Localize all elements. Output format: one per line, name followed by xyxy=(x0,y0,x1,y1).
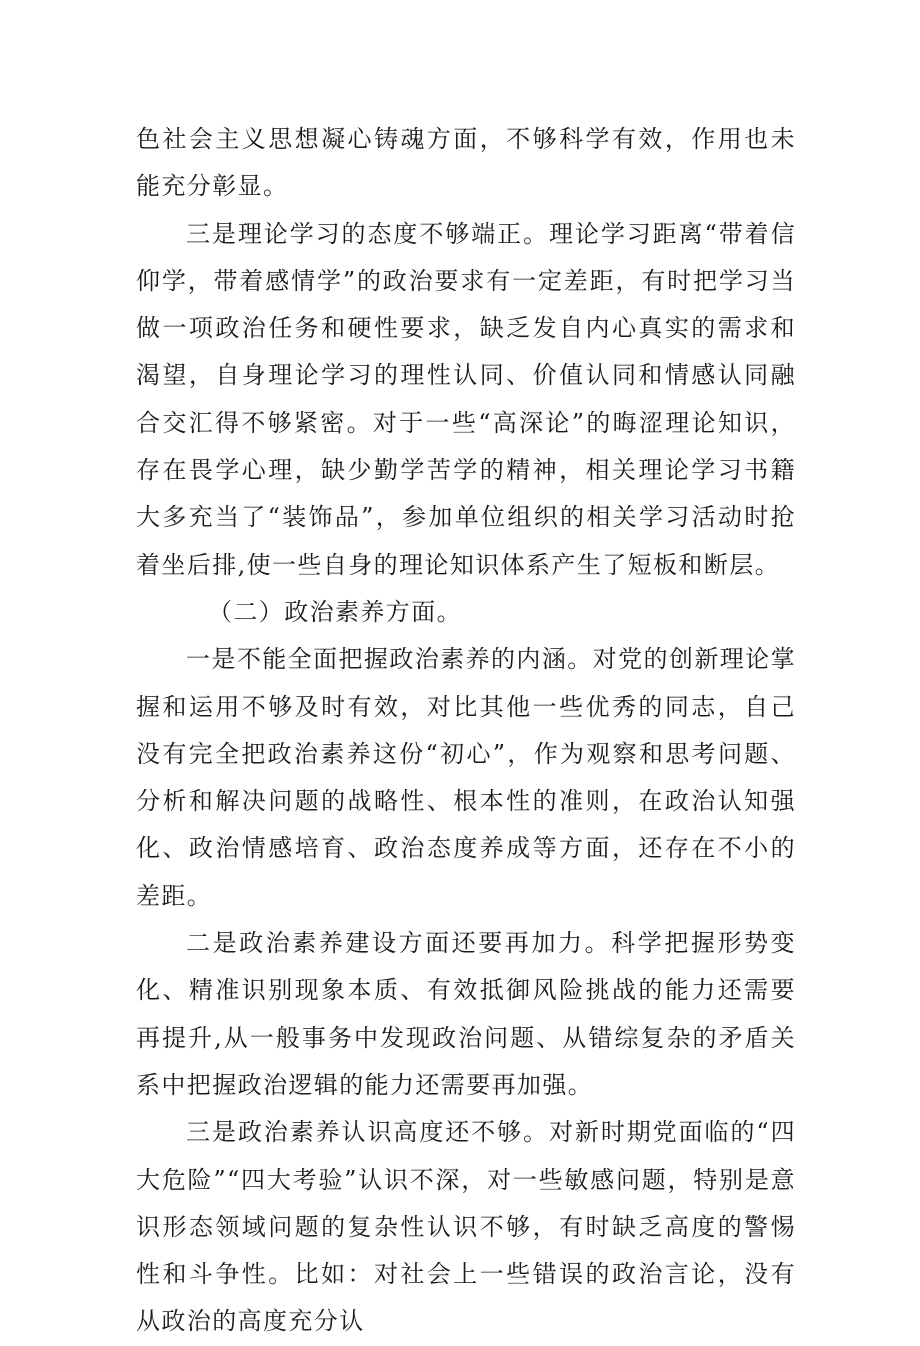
paragraph-continuation: 色社会主义思想凝心铸魂方面，不够科学有效，作用也未能充分彰显。 xyxy=(136,125,796,201)
document-body xyxy=(136,116,796,1346)
section-heading-political-literacy: （二）政治素养方面。 xyxy=(208,597,462,626)
paragraph-literacy-building: 二是政治素养建设方面还要再加力。科学把握形势变化、精准识别现象本质、有效抵御风险挑战的能力还需要再提升,从一般事务中发现政治问题、从错综复杂的矛盾关系中把握政治逻辑的能力还需要再加强。 xyxy=(136,929,796,1099)
paragraph-theory-attitude: 三是理论学习的态度不够端正。理论学习距离“带着信仰学，带着感情学”的政治要求有一定差距，有时把学习当做一项政治任务和硬性要求，缺乏发自内心真实的需求和渴望，自身理论学习的理性认同、价值认同和情感认同融合交汇得不够紧密。对于一些“高深论”的晦涩理论知识，存在畏学心理，缺少勤学苦学的精神，相关理论学习书籍大多充当了“装饰品”，参加单位组织的相关学习活动时抢着坐后排,使一些自身的理论知识体系产生了短板和断层。 xyxy=(136,219,796,579)
paragraph-literacy-awareness: 三是政治素养认识高度还不够。对新时期党面临的“四大危险”“四大考验”认识不深，对一些敏感问题，特别是意识形态领域问题的复杂性认识不够，有时缺乏高度的警惕性和斗争性。比如：对社会上一些错误的政治言论，没有从政治的高度充分认 xyxy=(136,1118,796,1336)
paragraph-literacy-connotation: 一是不能全面把握政治素养的内涵。对党的创新理论掌握和运用不够及时有效，对比其他一些优秀的同志，自己没有完全把政治素养这份“初心”，作为观察和思考问题、分析和解决问题的战略性、根本性的准则，在政治认知强化、政治情感培育、政治态度养成等方面，还存在不小的差距。 xyxy=(136,645,796,910)
